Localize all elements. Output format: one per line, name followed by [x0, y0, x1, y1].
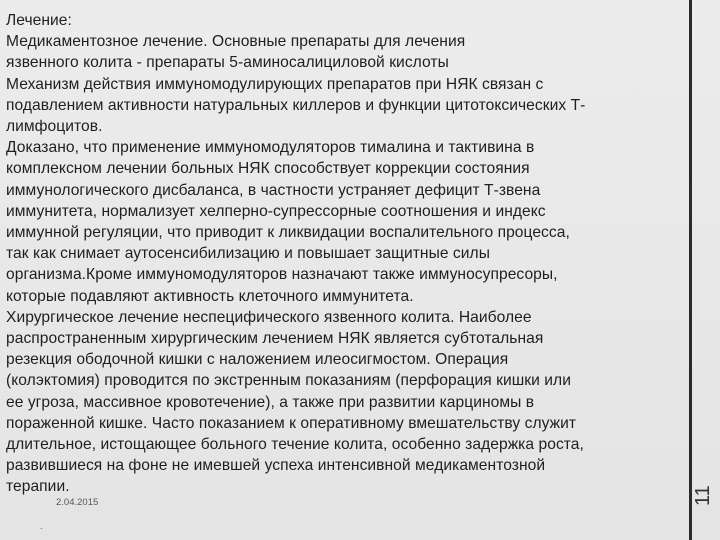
paragraph-surgical-treatment: Хирургическое лечение неспецифического язвенного колита. Наиболее распространенным хирургическим лечением НЯК является субтотальная резекция ободочной кишки с наложением илеосигмостом. Операция (колэктомия) проводится по экстренным показаниям (перфорация кишки или ее угроза, массивное кровотечение), а также при развитии карциномы в пораженной кишке. Часто показанием к оперативному вмешательству служит длительное, истощающее больного течение колита, особенно задержка роста, развившиеся на фоне не имевшей успеха интенсивной медикаментозной терапии. [6, 308, 584, 496]
paragraph-immunomodulators: Доказано, что применение иммуномодуляторов тималина и тактивина в комплексном лечении больных НЯК способствует коррекции состояния иммунологического дисбаланса, в частности устраняет дефицит Т-звена иммунитета, нормализует хелперно-супрессорные соотношения и индекс иммунной регуляции, что приводит к ликвидации воспалительного процесса, так как снимает аутосенсибилизацию и повышает защитные силы организма.Кроме иммуномодуляторов назначают также иммуносупресоры, которые подавляют активность клеточного иммунитета. [6, 139, 570, 305]
footer-date: 2.04.2015 [56, 497, 99, 508]
page-number: 11 [692, 485, 714, 506]
paragraph-treatment-intro: Лечение: Медикаментозное лечение. Основные препараты для лечения язвенного колита - препараты 5-аминосалициловой кислоты Механизм действия иммуномодулирующих препаратов при НЯК связан с подавлением активности натуральных киллеров и функции цитотоксических Т- лимфоцитов. [6, 12, 586, 136]
slide-body [6, 10, 696, 498]
right-accent-bar [689, 0, 692, 540]
footer-dot: . [40, 521, 43, 531]
